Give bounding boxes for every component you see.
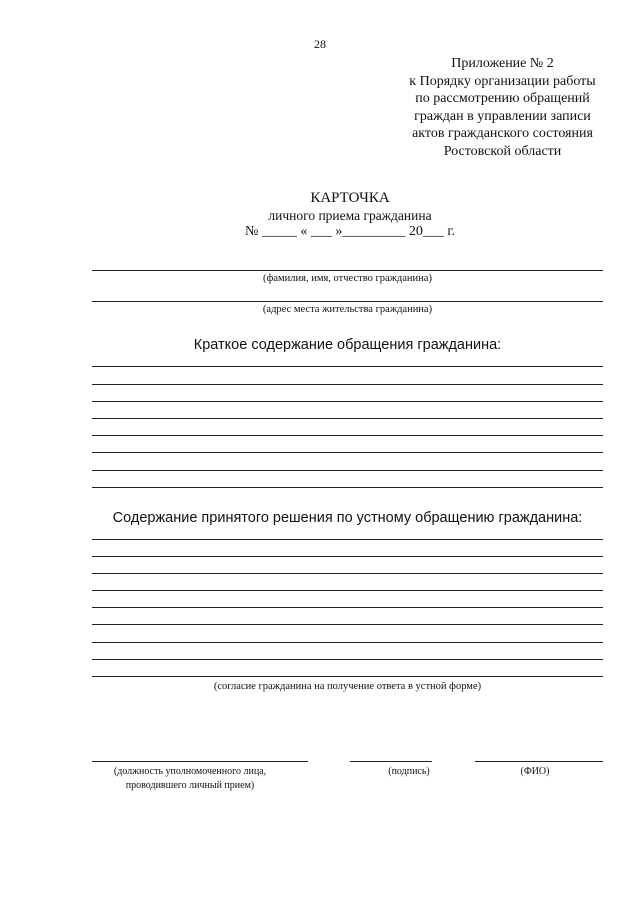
page-number: 28 <box>314 37 326 51</box>
decision-line <box>92 607 603 608</box>
card-title: КАРТОЧКА <box>310 190 390 206</box>
summary-heading: Краткое содержание обращения гражданина: <box>193 337 502 353</box>
appendix-header <box>380 55 625 160</box>
name-line <box>475 761 603 762</box>
summary-line <box>92 418 603 419</box>
summary-line <box>92 435 603 436</box>
summary-line <box>92 487 603 488</box>
fio-caption: (фамилия, имя, отчество гражданина) <box>263 273 432 284</box>
signature-caption: (подпись) <box>388 766 430 777</box>
decision-line <box>92 590 603 591</box>
appendix-line: Приложение № 2 <box>451 56 554 71</box>
position-line <box>92 761 308 762</box>
decision-line <box>92 624 603 625</box>
decision-line <box>92 676 603 677</box>
position-caption-line: (должность уполномоченного лица, <box>113 766 267 777</box>
appendix-line: по рассмотрению обращений <box>415 91 590 106</box>
decision-line <box>92 659 603 660</box>
appendix-line: Ростовской области <box>443 143 562 159</box>
appendix-line: актов гражданского состояния <box>412 126 593 141</box>
position-caption <box>80 765 300 793</box>
decision-line <box>92 642 603 643</box>
summary-line <box>92 384 603 385</box>
card-subtitle: личного приема гражданина <box>268 208 432 223</box>
card-number-line: № _____ « ___ »_________ 20___ г. <box>244 224 456 239</box>
decision-line <box>92 556 603 557</box>
appendix-line: к Порядку организации работы <box>409 73 596 89</box>
decision-heading: Содержание принятого решения по устному обращению гражданина: <box>112 510 583 526</box>
summary-line <box>92 401 603 402</box>
address-caption: (адрес места жительства гражданина) <box>262 304 433 315</box>
decision-line <box>92 539 603 540</box>
summary-line <box>92 452 603 453</box>
appendix-line: граждан в управлении записи <box>414 108 591 124</box>
fio-line <box>92 270 603 271</box>
position-caption-line: проводившего личный прием) <box>125 780 255 791</box>
name-caption: (ФИО) <box>520 766 550 777</box>
consent-caption: (согласие гражданина на получение ответа в устной форме) <box>213 681 482 692</box>
signature-line <box>350 761 432 762</box>
decision-line <box>92 573 603 574</box>
summary-line <box>92 470 603 471</box>
address-line <box>92 301 603 302</box>
summary-line <box>92 366 603 367</box>
